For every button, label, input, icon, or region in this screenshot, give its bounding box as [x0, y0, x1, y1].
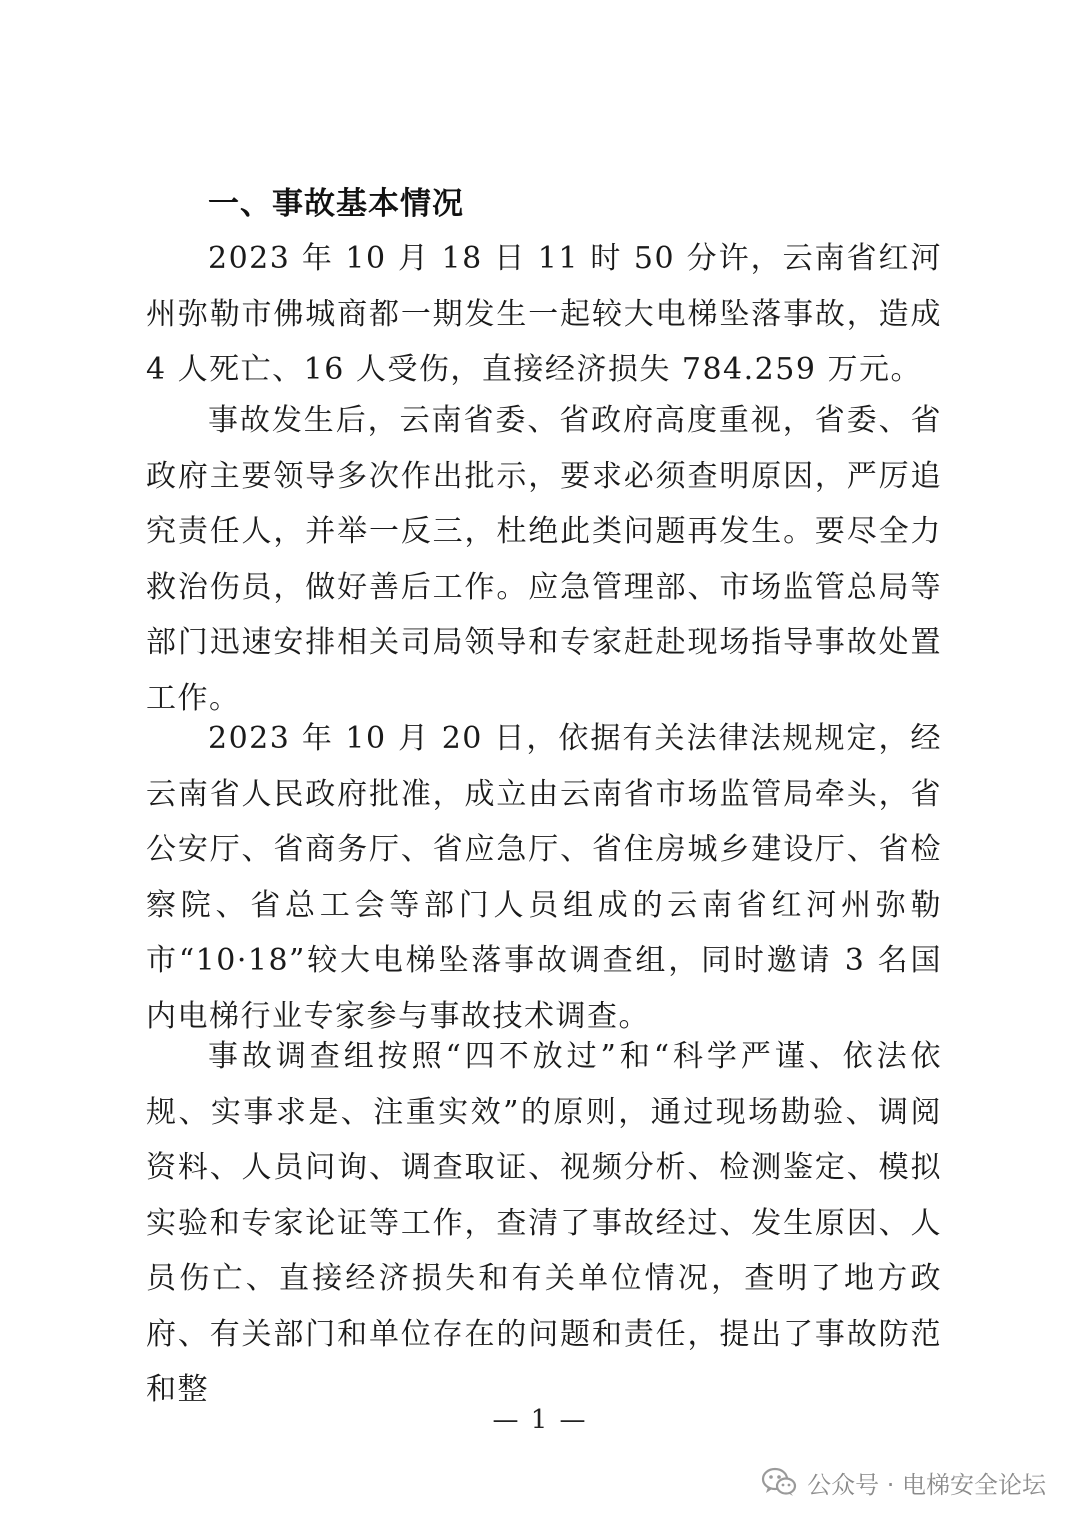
paragraph-government-response: 事故发生后，云南省委、省政府高度重视，省委、省政府主要领导多次作出批示，要求必须查明原因，严厉追究责任人，并举一反三，杜绝此类问题再发生。要尽全力救治伤员，做好善后工作。应急管理部、市场监管总局等部门迅速安排相关司局领导和专家赶赴现场指导事故处置工作。: [146, 403, 942, 716]
paragraph-investigation-team: 2023 年 10 月 20 日，依据有关法律法规规定，经云南省人民政府批准，成立由云南省市场监管局牵头，省公安厅、省商务厅、省应急厅、省住房城乡建设厅、省检察院、省总工会等部门人员组成的云南省红河州弥勒市“10·18”较大电梯坠落事故调查组，同时邀请 3 名国内电梯行业专家参与事故技术调查。: [146, 721, 942, 1034]
paragraph-incident-summary: 2023 年 10 月 18 日 11 时 50 分许，云南省红河州弥勒市佛城商都一期发生一起较大电梯坠落事故，造成 4 人死亡、16 人受伤，直接经济损失 784.259 万元。: [146, 241, 942, 387]
page-number: — 1 —: [492, 1405, 588, 1435]
paragraph-investigation-principles: 事故调查组按照“四不放过”和“科学严谨、依法依规、实事求是、注重实效”的原则，通过现场勘验、调阅资料、人员问询、调查取证、视频分析、检测鉴定、模拟实验和专家论证等工作，查清了事故经过、发生原因、人员伤亡、直接经济损失和有关单位情况，查明了地方政府、有关部门和单位存在的问题和责任，提出了事故防范和整: [146, 1039, 942, 1407]
section-heading: 一、事故基本情况: [208, 186, 464, 222]
watermark-text: 公众号 · 电梯安全论坛: [807, 1470, 1046, 1499]
wechat-watermark: [761, 1462, 1046, 1502]
wechat-icon: [761, 1466, 797, 1498]
